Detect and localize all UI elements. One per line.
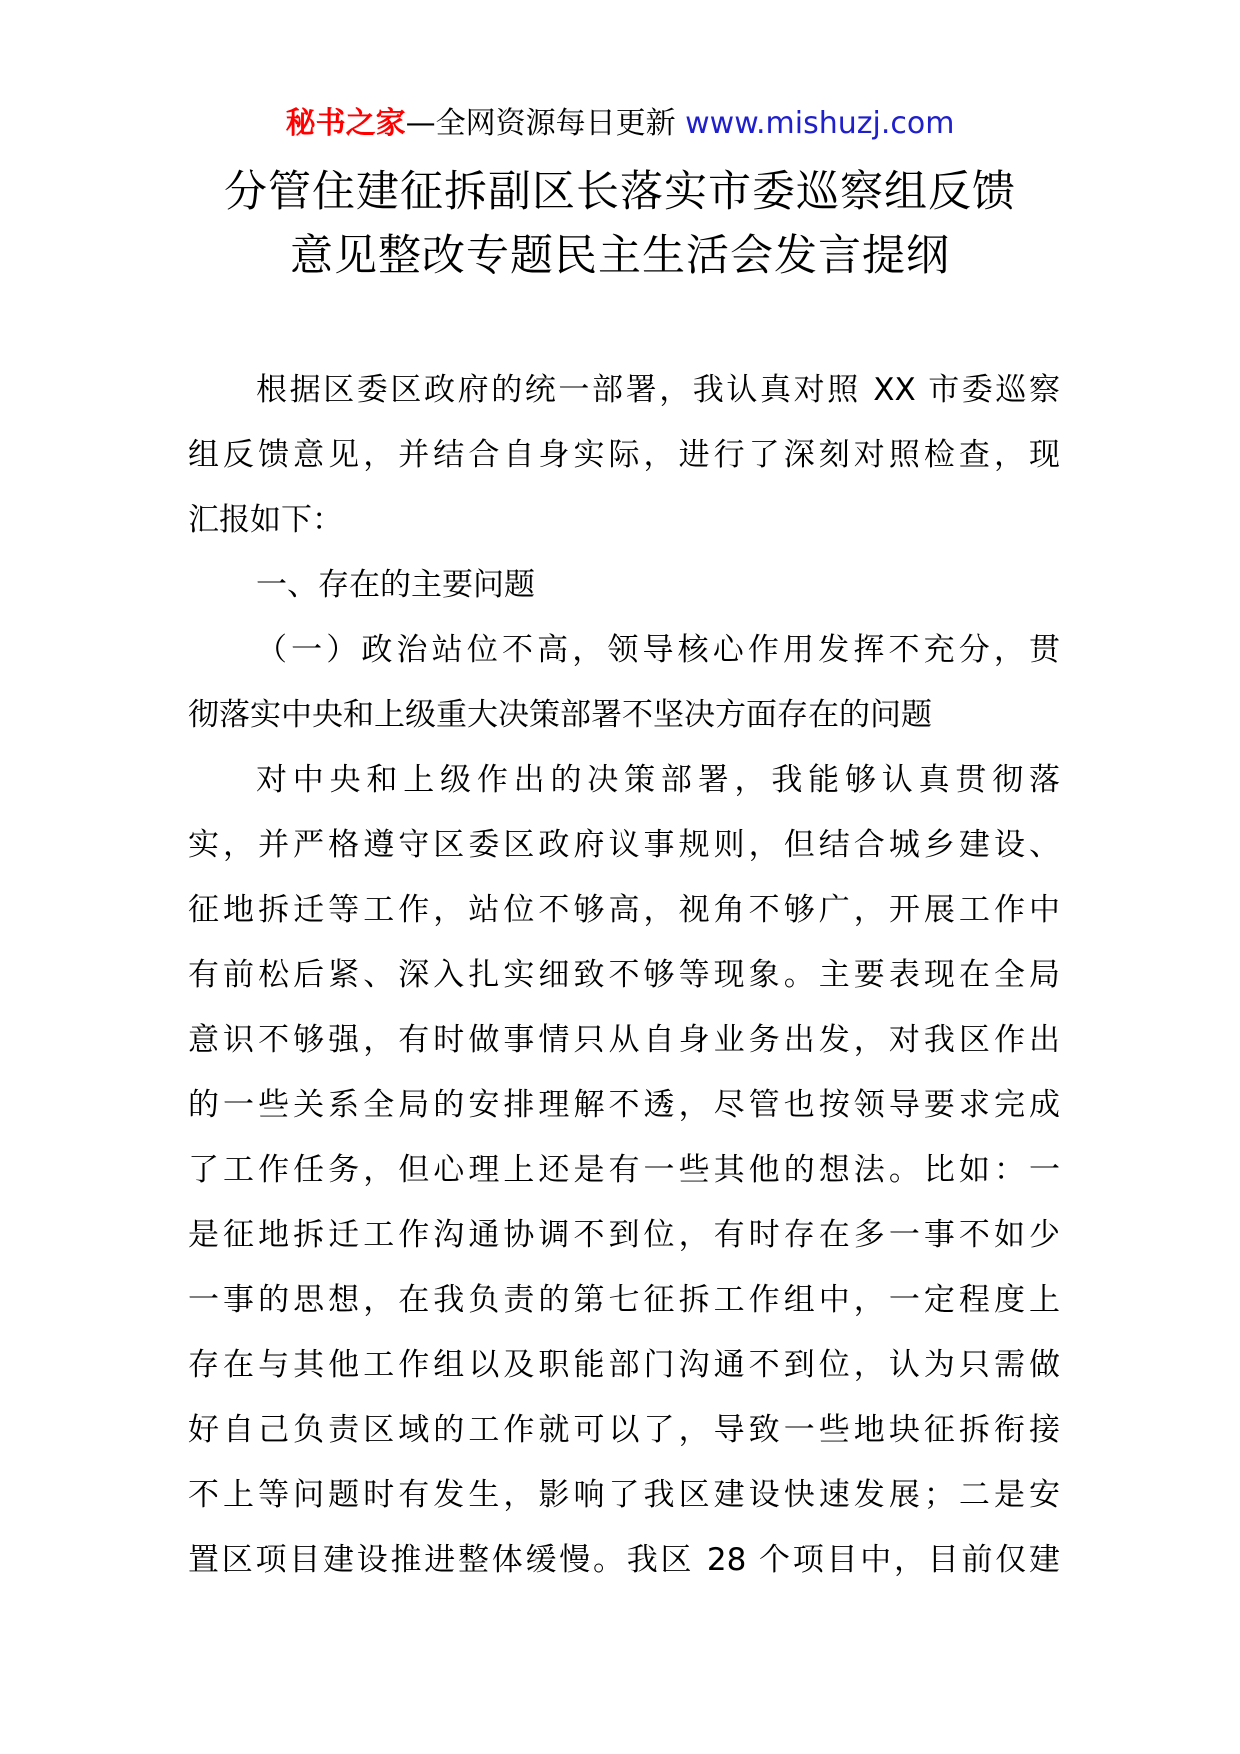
body-line: 组反馈意见，并结合自身实际，进行了深刻对照检查，现 [188,437,1060,473]
body-line: 汇报如下： [188,502,343,538]
body-line: 的一些关系全局的安排理解不透，尽管也按领导要求完成 [188,1087,1060,1123]
body-line: 不上等问题时有发生，影响了我区建设快速发展；二是安 [188,1477,1060,1513]
document-body [188,358,1060,1593]
document-title-line-1: 分管住建征拆副区长落实市委巡察组反馈 [224,167,1016,217]
document-title-line-2: 意见整改专题民主生活会发言提纲 [290,231,950,281]
body-line: 征地拆迁等工作，站位不够高，视角不够广，开展工作中 [188,892,1060,928]
body-line: 有前松后紧、深入扎实细致不够等现象。主要表现在全局 [188,957,1060,993]
site-banner [0,104,1240,144]
site-tagline: —全网资源每日更新 [405,106,686,141]
body-line: 置区项目建设推进整体缓慢。我区 28 个项目中，目前仅建 [188,1542,1060,1578]
body-line: 根据区委区政府的统一部署，我认真对照 XX 市委巡察 [256,372,1060,408]
subsection-heading: （一）政治站位不高，领导核心作用发挥不充分，贯 [256,632,1060,668]
body-line: 对中央和上级作出的决策部署，我能够认真贯彻落 [256,762,1060,798]
body-line: 好自己负责区域的工作就可以了，导致一些地块征拆衔接 [188,1412,1060,1448]
section-heading: 一、存在的主要问题 [256,567,535,603]
body-line: 一事的思想，在我负责的第七征拆工作组中，一定程度上 [188,1282,1060,1318]
body-line: 存在与其他工作组以及职能部门沟通不到位，认为只需做 [188,1347,1060,1383]
subsection-heading: 彻落实中央和上级重大决策部署不坚决方面存在的问题 [188,697,932,733]
body-line: 意识不够强，有时做事情只从自身业务出发，对我区作出 [188,1022,1060,1058]
site-url[interactable]: www.mishuzj.com [685,106,955,141]
body-line: 实，并严格遵守区委区政府议事规则，但结合城乡建设、 [188,827,1060,863]
body-line: 是征地拆迁工作沟通协调不到位，有时存在多一事不如少 [188,1217,1060,1253]
site-brand: 秘书之家 [285,106,406,141]
document-title [0,160,1240,288]
body-line: 了工作任务，但心理上还是有一些其他的想法。比如：一 [188,1152,1060,1188]
